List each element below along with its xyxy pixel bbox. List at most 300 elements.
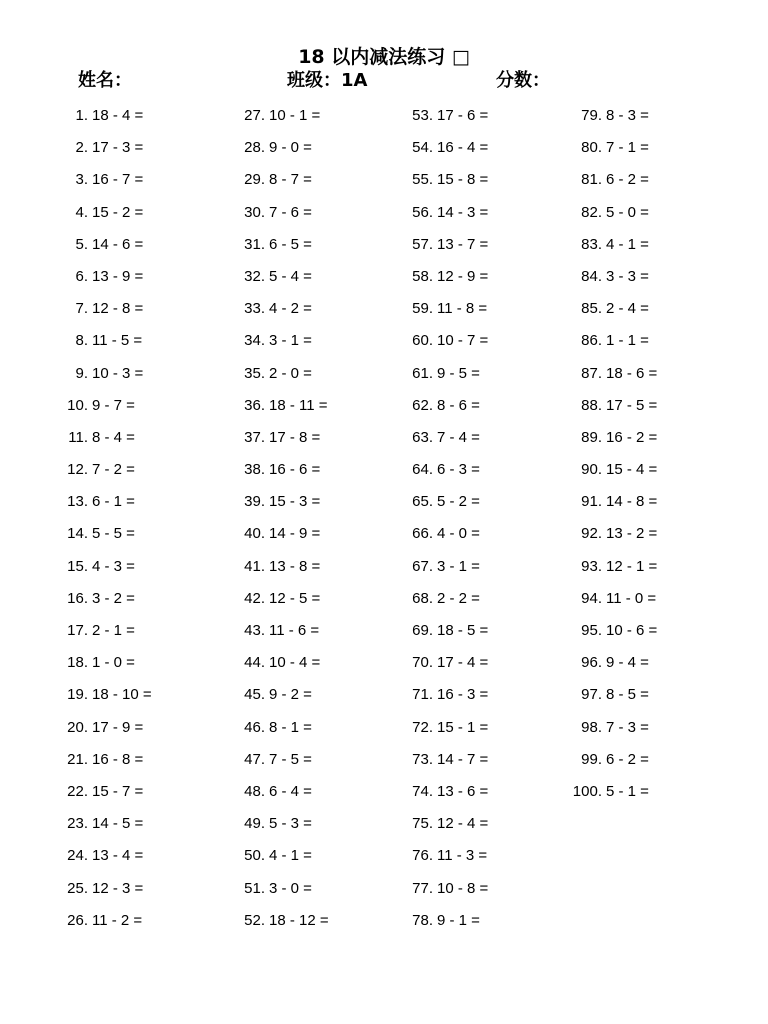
problem-number: 58.: [412, 267, 433, 285]
problem-row: [393, 518, 488, 550]
problem-expression: 13 - 8 =: [269, 557, 321, 575]
problem-number: 59.: [412, 300, 433, 318]
problem-expression: 3 - 1 =: [269, 332, 312, 350]
problem-number: 52.: [244, 911, 265, 929]
problem-number: 61.: [412, 364, 433, 382]
problem-number: 93.: [581, 557, 602, 575]
problem-row: [562, 551, 657, 583]
problem-expression: 8 - 4 =: [92, 428, 135, 446]
problem-number: 3.: [75, 171, 88, 189]
problem-expression: 13 - 6 =: [437, 782, 489, 800]
problem-number: 94.: [581, 589, 602, 607]
problem-number: 48.: [244, 782, 265, 800]
problem-expression: 16 - 7 =: [92, 171, 144, 189]
problem-row: [225, 197, 329, 229]
problem-row: [562, 261, 657, 293]
problem-row: [225, 100, 329, 132]
problem-expression: 15 - 3 =: [269, 493, 321, 511]
problem-row: [562, 164, 657, 196]
problem-expression: 12 - 5 =: [269, 589, 321, 607]
problem-row: [48, 293, 152, 325]
problem-row: [562, 390, 657, 422]
problem-row: [393, 551, 488, 583]
problem-row: [562, 583, 657, 615]
problem-row: [225, 679, 329, 711]
problem-expression: 16 - 2 =: [606, 428, 658, 446]
problem-number: 35.: [244, 364, 265, 382]
problem-expression: 18 - 4 =: [92, 107, 144, 124]
problem-expression: 13 - 2 =: [606, 525, 658, 543]
problem-number: 16.: [67, 589, 88, 607]
problem-row: [393, 808, 488, 840]
problem-number: 99.: [581, 750, 602, 768]
problem-number: 91.: [581, 493, 602, 511]
problem-expression: 12 - 4 =: [437, 815, 489, 833]
problem-expression: 8 - 1 =: [269, 718, 312, 736]
problem-row: [48, 647, 152, 679]
problem-expression: 6 - 2 =: [606, 171, 649, 189]
problem-number: 80.: [581, 139, 602, 157]
problem-number: 97.: [581, 686, 602, 704]
problem-row: [225, 615, 329, 647]
problem-row: [48, 744, 152, 776]
problem-row: [48, 905, 152, 937]
problem-number: 37.: [244, 428, 265, 446]
problem-expression: 4 - 0 =: [437, 525, 480, 543]
problem-row: [393, 229, 488, 261]
problem-number: 53.: [412, 107, 433, 124]
problem-row: [48, 164, 152, 196]
problem-number: 56.: [412, 203, 433, 221]
problem-expression: 1 - 1 =: [606, 332, 649, 350]
problem-row: [48, 325, 152, 357]
problem-row: [393, 744, 488, 776]
problem-expression: 12 - 9 =: [437, 267, 489, 285]
problem-expression: 6 - 4 =: [269, 782, 312, 800]
problem-row: [562, 744, 657, 776]
problem-row: [48, 358, 152, 390]
problem-number: 26.: [67, 911, 88, 929]
problem-number: 69.: [412, 622, 433, 639]
problem-number: 36.: [244, 396, 265, 414]
problem-expression: 3 - 1 =: [437, 557, 480, 575]
problem-number: 47.: [244, 750, 265, 768]
problem-expression: 16 - 3 =: [437, 686, 489, 704]
problem-row: [225, 873, 329, 905]
problem-expression: 6 - 1 =: [92, 493, 135, 511]
problem-expression: 4 - 1 =: [606, 235, 649, 253]
problem-expression: 5 - 4 =: [269, 267, 312, 285]
problem-expression: 2 - 0 =: [269, 364, 312, 382]
problem-expression: 1 - 0 =: [92, 654, 135, 672]
problem-expression: 18 - 5 =: [437, 622, 489, 639]
problem-number: 15.: [67, 557, 88, 575]
problem-expression: 16 - 4 =: [437, 139, 489, 157]
problem-column-1: [48, 100, 152, 937]
problem-row: [225, 776, 329, 808]
problem-number: 85.: [581, 300, 602, 318]
problem-row: [48, 132, 152, 164]
problem-expression: 9 - 2 =: [269, 686, 312, 704]
problem-row: [225, 712, 329, 744]
problem-row: [393, 615, 488, 647]
problem-number: 5.: [75, 235, 88, 253]
problem-number: 44.: [244, 654, 265, 672]
problem-row: [393, 422, 488, 454]
problem-row: [225, 422, 329, 454]
problem-row: [562, 422, 657, 454]
problem-row: [48, 100, 152, 132]
problem-row: [393, 100, 488, 132]
problem-expression: 7 - 1 =: [606, 139, 649, 157]
problem-number: 45.: [244, 686, 265, 704]
problem-expression: 14 - 3 =: [437, 203, 489, 221]
problem-expression: 11 - 6 =: [269, 622, 320, 639]
problem-row: [393, 164, 488, 196]
problem-row: [48, 776, 152, 808]
problem-row: [225, 744, 329, 776]
problem-row: [48, 197, 152, 229]
problem-number: 50.: [244, 847, 265, 865]
problem-number: 67.: [412, 557, 433, 575]
problem-expression: 10 - 6 =: [606, 622, 658, 639]
problem-row: [225, 229, 329, 261]
problem-row: [562, 712, 657, 744]
problem-expression: 10 - 4 =: [269, 654, 321, 672]
problem-expression: 10 - 7 =: [437, 332, 489, 350]
problem-number: 89.: [581, 428, 602, 446]
problem-row: [225, 518, 329, 550]
problem-row: [225, 132, 329, 164]
problem-row: [562, 229, 657, 261]
problem-expression: 16 - 8 =: [92, 750, 144, 768]
problem-expression: 15 - 7 =: [92, 782, 144, 800]
problem-expression: 14 - 5 =: [92, 815, 144, 833]
problem-expression: 5 - 5 =: [92, 525, 135, 543]
problem-number: 82.: [581, 203, 602, 221]
problem-expression: 13 - 7 =: [437, 235, 489, 253]
problem-expression: 18 - 11 =: [269, 396, 328, 414]
problem-row: [562, 679, 657, 711]
problem-row: [225, 164, 329, 196]
problem-expression: 14 - 8 =: [606, 493, 658, 511]
problem-row: [393, 647, 488, 679]
problem-row: [562, 454, 657, 486]
problem-number: 68.: [412, 589, 433, 607]
problem-row: [48, 518, 152, 550]
problem-number: 12.: [67, 461, 88, 479]
problem-number: 64.: [412, 461, 433, 479]
problem-number: 7.: [75, 300, 88, 318]
problem-number: 17.: [67, 622, 88, 639]
problem-expression: 2 - 2 =: [437, 589, 480, 607]
problem-expression: 9 - 0 =: [269, 139, 312, 157]
problem-row: [225, 358, 329, 390]
problem-expression: 13 - 9 =: [92, 267, 144, 285]
problem-number: 41.: [244, 557, 265, 575]
problem-row: [225, 808, 329, 840]
problem-row: [225, 454, 329, 486]
problem-number: 81.: [581, 171, 602, 189]
problem-number: 62.: [412, 396, 433, 414]
problem-number: 28.: [244, 139, 265, 157]
problem-expression: 3 - 2 =: [92, 589, 135, 607]
problem-row: [393, 873, 488, 905]
problem-row: [48, 454, 152, 486]
problem-row: [393, 293, 488, 325]
problem-expression: 17 - 6 =: [437, 107, 489, 124]
problem-expression: 3 - 0 =: [269, 879, 312, 897]
problem-number: 76.: [412, 847, 433, 865]
problem-number: 73.: [412, 750, 433, 768]
problem-number: 4.: [75, 203, 88, 221]
problem-row: [48, 615, 152, 647]
problem-expression: 13 - 4 =: [92, 847, 144, 865]
problem-row: [225, 905, 329, 937]
problem-number: 46.: [244, 718, 265, 736]
problem-expression: 17 - 8 =: [269, 428, 321, 446]
problem-number: 27.: [244, 107, 265, 124]
problem-number: 25.: [67, 879, 88, 897]
problem-column-2: [225, 100, 329, 937]
problem-row: [48, 551, 152, 583]
problem-row: [393, 358, 488, 390]
problem-row: [562, 293, 657, 325]
problem-expression: 18 - 12 =: [269, 911, 329, 929]
problem-row: [393, 197, 488, 229]
problem-number: 30.: [244, 203, 265, 221]
problem-row: [48, 390, 152, 422]
problem-number: 31.: [244, 235, 265, 253]
problem-number: 32.: [244, 267, 265, 285]
problem-row: [48, 712, 152, 744]
problem-expression: 14 - 9 =: [269, 525, 321, 543]
problem-expression: 11 - 2 =: [92, 911, 143, 929]
problem-number: 2.: [75, 139, 88, 157]
problem-number: 95.: [581, 622, 602, 639]
problem-number: 72.: [412, 718, 433, 736]
problem-number: 96.: [581, 654, 602, 672]
problem-expression: 4 - 1 =: [269, 847, 312, 865]
problem-expression: 12 - 8 =: [92, 300, 144, 318]
problem-number: 19.: [67, 686, 88, 704]
problem-number: 13.: [67, 493, 88, 511]
problem-expression: 18 - 6 =: [606, 364, 658, 382]
problem-number: 74.: [412, 782, 433, 800]
problem-expression: 6 - 3 =: [437, 461, 480, 479]
problem-row: [393, 840, 488, 872]
problem-number: 90.: [581, 461, 602, 479]
problem-row: [393, 132, 488, 164]
problem-expression: 10 - 1 =: [269, 107, 321, 124]
problem-row: [225, 293, 329, 325]
problem-expression: 11 - 5 =: [92, 332, 143, 350]
problem-expression: 3 - 3 =: [606, 267, 649, 285]
problem-number: 88.: [581, 396, 602, 414]
problem-expression: 8 - 5 =: [606, 686, 649, 704]
problem-number: 22.: [67, 782, 88, 800]
problem-row: [562, 776, 657, 808]
problem-expression: 11 - 3 =: [437, 847, 488, 865]
problem-expression: 2 - 4 =: [606, 300, 649, 318]
problem-expression: 17 - 4 =: [437, 654, 489, 672]
problem-number: 21.: [67, 750, 88, 768]
problem-number: 98.: [581, 718, 602, 736]
problem-row: [393, 261, 488, 293]
problem-number: 84.: [581, 267, 602, 285]
problem-number: 24.: [67, 847, 88, 865]
name-label: 姓名：: [78, 70, 132, 91]
problem-column-3: [393, 100, 488, 937]
problem-row: [562, 615, 657, 647]
problem-number: 9.: [75, 364, 88, 382]
worksheet-title: 18 以内减法练习 □: [298, 46, 470, 68]
problem-row: [393, 776, 488, 808]
problem-number: 18.: [67, 654, 88, 672]
problem-expression: 16 - 6 =: [269, 461, 321, 479]
problem-number: 77.: [412, 879, 433, 897]
problem-row: [562, 647, 657, 679]
problem-number: 78.: [412, 911, 433, 929]
problem-expression: 9 - 7 =: [92, 396, 135, 414]
problem-number: 6.: [75, 267, 88, 285]
problem-row: [393, 679, 488, 711]
problem-row: [562, 486, 657, 518]
problem-number: 55.: [412, 171, 433, 189]
problem-number: 14.: [67, 525, 88, 543]
problem-expression: 12 - 1 =: [606, 557, 658, 575]
problem-number: 60.: [412, 332, 433, 350]
problem-number: 38.: [244, 461, 265, 479]
problem-number: 57.: [412, 235, 433, 253]
problem-number: 66.: [412, 525, 433, 543]
problem-row: [393, 390, 488, 422]
problem-expression: 5 - 0 =: [606, 203, 649, 221]
problem-row: [562, 358, 657, 390]
problem-expression: 15 - 1 =: [437, 718, 489, 736]
problem-expression: 7 - 5 =: [269, 750, 312, 768]
problem-expression: 17 - 3 =: [92, 139, 144, 157]
problem-expression: 14 - 7 =: [437, 750, 489, 768]
problem-number: 39.: [244, 493, 265, 511]
problem-expression: 9 - 5 =: [437, 364, 480, 382]
problem-number: 63.: [412, 428, 433, 446]
problem-expression: 18 - 10 =: [92, 686, 152, 704]
problem-expression: 6 - 2 =: [606, 750, 649, 768]
problem-number: 51.: [244, 879, 265, 897]
problem-row: [48, 486, 152, 518]
problem-row: [225, 261, 329, 293]
problem-expression: 7 - 4 =: [437, 428, 480, 446]
problem-number: 40.: [244, 525, 265, 543]
problem-number: 92.: [581, 525, 602, 543]
problem-expression: 5 - 1 =: [606, 782, 649, 800]
problem-number: 65.: [412, 493, 433, 511]
problem-expression: 9 - 4 =: [606, 654, 649, 672]
problem-number: 23.: [67, 815, 88, 833]
problem-expression: 7 - 2 =: [92, 461, 135, 479]
problem-row: [48, 229, 152, 261]
problem-expression: 2 - 1 =: [92, 622, 135, 639]
problem-row: [48, 422, 152, 454]
problem-number: 20.: [67, 718, 88, 736]
problem-number: 34.: [244, 332, 265, 350]
problem-expression: 9 - 1 =: [437, 911, 480, 929]
problem-number: 54.: [412, 139, 433, 157]
problem-row: [225, 486, 329, 518]
problem-number: 86.: [581, 332, 602, 350]
problem-row: [562, 132, 657, 164]
problem-expression: 15 - 2 =: [92, 203, 144, 221]
score-label: 分数：: [496, 70, 550, 91]
problem-number: 8.: [75, 332, 88, 350]
problem-row: [562, 325, 657, 357]
problem-expression: 5 - 2 =: [437, 493, 480, 511]
problem-row: [225, 583, 329, 615]
problem-expression: 15 - 4 =: [606, 461, 658, 479]
problem-number: 10.: [67, 396, 88, 414]
problem-row: [393, 905, 488, 937]
problem-expression: 15 - 8 =: [437, 171, 489, 189]
problem-number: 43.: [244, 622, 265, 639]
problem-expression: 7 - 3 =: [606, 718, 649, 736]
problem-row: [48, 261, 152, 293]
problem-expression: 8 - 6 =: [437, 396, 480, 414]
problem-number: 83.: [581, 235, 602, 253]
problem-number: 42.: [244, 589, 265, 607]
problem-row: [225, 551, 329, 583]
problem-row: [48, 873, 152, 905]
problem-number: 29.: [244, 171, 265, 189]
problem-row: [48, 840, 152, 872]
problem-expression: 8 - 3 =: [606, 107, 649, 124]
problem-row: [562, 518, 657, 550]
problem-row: [48, 679, 152, 711]
problem-expression: 11 - 8 =: [437, 300, 488, 318]
problem-expression: 17 - 5 =: [606, 396, 658, 414]
problem-row: [48, 583, 152, 615]
problem-row: [225, 647, 329, 679]
problem-expression: 4 - 2 =: [269, 300, 312, 318]
problem-row: [393, 583, 488, 615]
problem-number: 100.: [572, 782, 602, 800]
problem-expression: 5 - 3 =: [269, 815, 312, 833]
problem-number: 1.: [75, 107, 88, 124]
problem-expression: 11 - 0 =: [606, 589, 657, 607]
problem-row: [562, 100, 657, 132]
problem-expression: 17 - 9 =: [92, 718, 144, 736]
problem-number: 71.: [412, 686, 433, 704]
problem-row: [393, 486, 488, 518]
problem-row: [393, 454, 488, 486]
problem-row: [393, 712, 488, 744]
problem-expression: 10 - 3 =: [92, 364, 144, 382]
problem-number: 79.: [581, 107, 602, 124]
problem-expression: 6 - 5 =: [269, 235, 312, 253]
problem-expression: 7 - 6 =: [269, 203, 312, 221]
problem-number: 75.: [412, 815, 433, 833]
problem-column-4: [562, 100, 657, 808]
problem-expression: 4 - 3 =: [92, 557, 135, 575]
problem-expression: 8 - 7 =: [269, 171, 312, 189]
problem-row: [48, 808, 152, 840]
problem-number: 33.: [244, 300, 265, 318]
problem-row: [393, 325, 488, 357]
problem-row: [562, 197, 657, 229]
problem-row: [225, 390, 329, 422]
problem-expression: 10 - 8 =: [437, 879, 489, 897]
problem-expression: 14 - 6 =: [92, 235, 144, 253]
